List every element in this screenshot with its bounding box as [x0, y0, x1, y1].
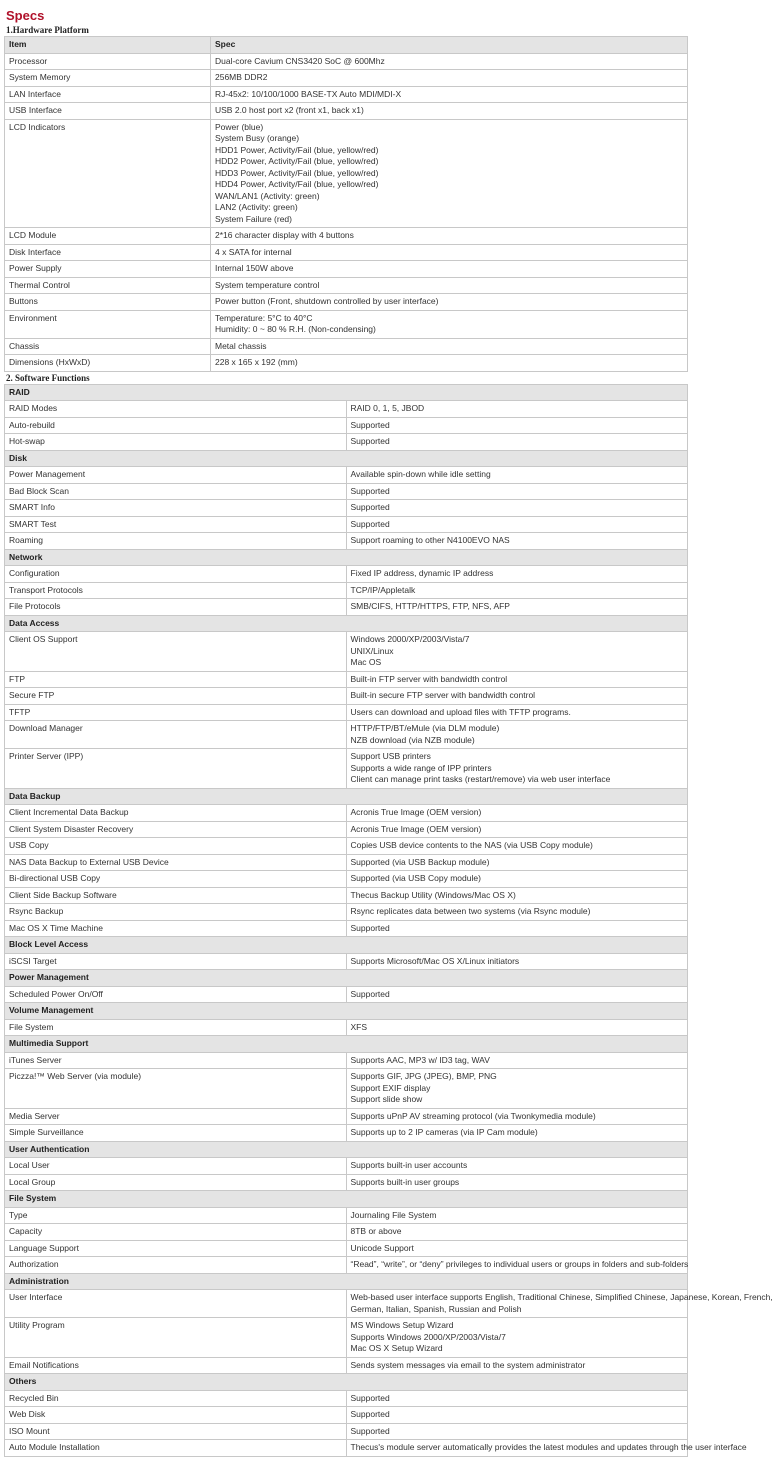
group-title: File System	[5, 1191, 688, 1208]
table-row	[5, 749, 688, 789]
software-section-title: 2. Software Functions	[6, 372, 90, 383]
spec-cell	[346, 953, 688, 970]
group-header-row	[5, 1273, 688, 1290]
item-cell: LAN Interface	[5, 86, 211, 103]
spec-line: Support EXIF display	[350, 1082, 431, 1093]
spec-line: Built-in secure FTP server with bandwidth control	[350, 690, 536, 700]
spec-cell	[211, 244, 688, 261]
item-cell: Secure FTP	[5, 688, 347, 705]
item-cell: Local Group	[5, 1174, 347, 1191]
spec-cell	[211, 228, 688, 245]
table-row	[5, 1207, 688, 1224]
table-row	[5, 671, 688, 688]
spec-cell	[346, 1174, 688, 1191]
spec-cell	[346, 632, 688, 672]
table-row	[5, 338, 688, 355]
spec-line: Supports built-in user groups	[350, 1176, 460, 1187]
group-header-row	[5, 1036, 688, 1053]
item-cell: Utility Program	[5, 1318, 347, 1358]
item-cell: Email Notifications	[5, 1357, 347, 1374]
spec-cell	[346, 1240, 688, 1257]
spec-cell	[346, 1440, 747, 1457]
table-row	[5, 1052, 688, 1069]
table-row	[5, 838, 688, 855]
item-cell: File System	[5, 1019, 347, 1036]
table-row	[5, 119, 688, 228]
spec-cell	[346, 920, 688, 937]
spec-cell	[346, 805, 688, 822]
item-cell: Type	[5, 1207, 347, 1224]
spec-line: XFS	[350, 1021, 368, 1032]
table-row	[5, 599, 688, 616]
item-cell: Disk Interface	[5, 244, 211, 261]
item-cell: RAID Modes	[5, 401, 347, 418]
table-row	[5, 1125, 688, 1142]
item-cell: Scheduled Power On/Off	[5, 986, 347, 1003]
table-row	[5, 721, 688, 749]
item-cell: File Protocols	[5, 599, 347, 616]
software-spec-table	[4, 384, 773, 1457]
table-row	[5, 417, 688, 434]
table-row	[5, 920, 688, 937]
spec-cell	[346, 483, 688, 500]
spec-line: German, Italian, Spanish, Russian and Polish	[350, 1303, 522, 1314]
item-cell: Client System Disaster Recovery	[5, 821, 347, 838]
table-row	[5, 86, 688, 103]
table-row	[5, 310, 688, 338]
spec-cell	[346, 821, 688, 838]
spec-line: HDD2 Power, Activity/Fail (blue, yellow/red)	[215, 156, 379, 166]
spec-line: 228 x 165 x 192 (mm)	[215, 357, 298, 367]
item-cell: Bad Block Scan	[5, 483, 347, 500]
table-row	[5, 1290, 688, 1318]
spec-cell	[346, 1318, 688, 1358]
item-cell: iSCSI Target	[5, 953, 347, 970]
spec-cell	[346, 749, 688, 789]
spec-cell	[346, 1224, 688, 1241]
spec-cell	[346, 434, 688, 451]
spec-cell	[211, 261, 688, 278]
spec-cell	[211, 119, 688, 228]
spec-line: Fixed IP address, dynamic IP address	[350, 568, 494, 578]
table-row	[5, 355, 688, 372]
table-row	[5, 53, 688, 70]
spec-line: 8TB or above	[350, 1226, 402, 1236]
spec-line: USB 2.0 host port x2 (front x1, back x1)	[215, 105, 364, 115]
spec-cell	[211, 355, 688, 372]
item-cell: USB Copy	[5, 838, 347, 855]
spec-cell	[346, 401, 688, 418]
table-row	[5, 1423, 688, 1440]
spec-line: Supports GIF, JPG (JPEG), BMP, PNG	[350, 1071, 497, 1081]
spec-cell	[346, 582, 688, 599]
table-row	[5, 434, 688, 451]
spec-line: Mac OS	[350, 657, 382, 667]
spec-line: Metal chassis	[215, 340, 267, 351]
group-title: Data Backup	[5, 788, 688, 805]
spec-line: Supported	[350, 502, 390, 512]
spec-line: MS Windows Setup Wizard	[350, 1320, 454, 1330]
spec-line: Supports Windows 2000/XP/2003/Vista/7	[350, 1331, 506, 1342]
spec-line: Dual-core Cavium CNS3420 SoC @ 600Mhz	[215, 55, 385, 66]
spec-line: 4 x SATA for internal	[215, 246, 292, 257]
item-cell: NAS Data Backup to External USB Device	[5, 854, 347, 871]
item-cell: System Memory	[5, 70, 211, 87]
item-cell: Bi-directional USB Copy	[5, 871, 347, 888]
spec-line: Windows 2000/XP/2003/Vista/7	[350, 634, 470, 644]
spec-line: Supports AAC, MP3 w/ ID3 tag, WAV	[350, 1054, 490, 1065]
item-cell: Web Disk	[5, 1407, 347, 1424]
table-row	[5, 953, 688, 970]
item-cell: Auto-rebuild	[5, 417, 347, 434]
spec-line: Supports uPnP AV streaming protocol (via Twonkymedia module)	[350, 1110, 596, 1121]
hardware-spec-table	[4, 36, 688, 372]
spec-line: Mac OS X Setup Wizard	[350, 1343, 443, 1353]
table-row	[5, 277, 688, 294]
item-cell: Auto Module Installation	[5, 1440, 347, 1457]
spec-line: Rsync replicates data between two systems (via Rsync module)	[350, 906, 591, 916]
spec-line: Internal 150W above	[215, 263, 294, 273]
item-cell: Printer Server (IPP)	[5, 749, 347, 789]
item-cell: iTunes Server	[5, 1052, 347, 1069]
spec-line: Built-in FTP server with bandwidth control	[350, 673, 508, 684]
item-cell: SMART Test	[5, 516, 347, 533]
spec-cell	[346, 1125, 688, 1142]
group-title: Others	[5, 1374, 688, 1391]
item-cell: Client Side Backup Software	[5, 887, 347, 904]
group-header-row	[5, 615, 688, 632]
table-row	[5, 401, 688, 418]
table-row	[5, 467, 688, 484]
table-row	[5, 533, 688, 550]
table-row	[5, 261, 688, 278]
table-row	[5, 704, 688, 721]
group-header-row	[5, 450, 688, 467]
spec-line: Thecus's module server automatically provides the latest modules and updates through the user interface	[350, 1442, 747, 1452]
spec-cell	[346, 1207, 688, 1224]
item-cell: FTP	[5, 671, 347, 688]
table-row	[5, 1108, 688, 1125]
spec-line: Humidity: 0 ~ 80 % R.H. (Non-condensing)	[215, 324, 376, 334]
spec-line: Supports a wide range of IPP printers	[350, 762, 492, 773]
spec-cell	[346, 516, 688, 533]
item-cell: Processor	[5, 53, 211, 70]
item-cell: Thermal Control	[5, 277, 211, 294]
table-row	[5, 887, 688, 904]
group-header-row	[5, 384, 688, 401]
spec-line: Acronis True Image (OEM version)	[350, 807, 482, 817]
table-row	[5, 805, 688, 822]
group-title: Power Management	[5, 970, 688, 987]
spec-line: 2*16 character display with 4 buttons	[215, 230, 354, 240]
spec-cell	[211, 338, 688, 355]
spec-line: 256MB DDR2	[215, 72, 268, 82]
item-cell: Chassis	[5, 338, 211, 355]
spec-cell	[346, 533, 688, 550]
item-cell: Configuration	[5, 566, 347, 583]
group-header-row	[5, 1191, 688, 1208]
table-row	[5, 632, 688, 672]
spec-line: Unicode Support	[350, 1242, 414, 1253]
spec-line: System Failure (red)	[215, 213, 292, 224]
table-row	[5, 294, 688, 311]
spec-cell	[346, 1257, 688, 1274]
spec-cell	[346, 871, 688, 888]
spec-cell	[346, 904, 688, 921]
spec-line: Supported	[350, 518, 390, 529]
item-cell: SMART Info	[5, 500, 347, 517]
spec-cell	[346, 671, 688, 688]
table-row	[5, 986, 688, 1003]
item-cell: Media Server	[5, 1108, 347, 1125]
spec-cell	[346, 1069, 688, 1109]
group-title: Data Access	[5, 615, 688, 632]
spec-cell	[346, 838, 688, 855]
item-cell: Dimensions (HxWxD)	[5, 355, 211, 372]
item-cell: Buttons	[5, 294, 211, 311]
spec-cell	[346, 1423, 688, 1440]
spec-line: RJ-45x2: 10/100/1000 BASE-TX Auto MDI/MDI-X	[215, 88, 402, 99]
item-cell: Power Management	[5, 467, 347, 484]
table-row	[5, 1224, 688, 1241]
table-row	[5, 1318, 688, 1358]
group-title: Block Level Access	[5, 937, 688, 954]
spec-cell	[346, 721, 688, 749]
table-row	[5, 1019, 688, 1036]
table-row	[5, 871, 688, 888]
group-header-row	[5, 1374, 688, 1391]
spec-line: Supports Microsoft/Mac OS X/Linux initiators	[350, 955, 520, 966]
table-row	[5, 821, 688, 838]
spec-line: HDD1 Power, Activity/Fail (blue, yellow/red)	[215, 144, 379, 155]
group-title: Network	[5, 549, 688, 566]
spec-cell	[346, 1052, 688, 1069]
spec-cell	[346, 566, 688, 583]
spec-line: System temperature control	[215, 279, 320, 290]
item-cell: LCD Indicators	[5, 119, 211, 228]
group-header-row	[5, 970, 688, 987]
spec-line: Client can manage print tasks (restart/remove) via web user interface	[350, 774, 611, 784]
spec-line: HDD3 Power, Activity/Fail (blue, yellow/red)	[215, 167, 379, 178]
item-cell: Client OS Support	[5, 632, 347, 672]
spec-line: Supported	[350, 1392, 390, 1403]
spec-line: LAN2 (Activity: green)	[215, 202, 298, 212]
spec-line: System Busy (orange)	[215, 133, 300, 143]
spec-line: NZB download (via NZB module)	[350, 734, 475, 745]
item-cell: Client Incremental Data Backup	[5, 805, 347, 822]
spec-cell	[211, 103, 688, 120]
item-cell: ISO Mount	[5, 1423, 347, 1440]
spec-line: SMB/CIFS, HTTP/HTTPS, FTP, NFS, AFP	[350, 601, 510, 611]
table-row	[5, 1440, 688, 1457]
group-title: Disk	[5, 450, 688, 467]
group-header-row	[5, 1141, 688, 1158]
table-row	[5, 244, 688, 261]
item-cell: Hot-swap	[5, 434, 347, 451]
group-title: Multimedia Support	[5, 1036, 688, 1053]
spec-cell	[346, 1357, 688, 1374]
spec-line: Power (blue)	[215, 121, 264, 132]
spec-line: Temperature: 5°C to 40°C	[215, 312, 313, 323]
spec-cell	[346, 1019, 688, 1036]
spec-line: HDD4 Power, Activity/Fail (blue, yellow/red)	[215, 179, 379, 189]
spec-line: Support USB printers	[350, 751, 431, 761]
item-cell: Language Support	[5, 1240, 347, 1257]
spec-cell	[346, 704, 688, 721]
spec-line: Acronis True Image (OEM version)	[350, 823, 482, 834]
table-row	[5, 1357, 688, 1374]
spec-line: WAN/LAN1 (Activity: green)	[215, 190, 320, 201]
spec-cell	[211, 294, 688, 311]
table-row	[5, 566, 688, 583]
spec-line: Web-based user interface supports English, Traditional Chinese, Simplified Chinese, Japanese, Korean, French,	[350, 1292, 773, 1302]
table-row	[5, 516, 688, 533]
spec-line: HTTP/FTP/BT/eMule (via DLM module)	[350, 723, 500, 733]
table-row	[5, 483, 688, 500]
item-cell: LCD Module	[5, 228, 211, 245]
spec-line: Supported (via USB Copy module)	[350, 873, 481, 883]
hardware-section-title: 1.Hardware Platform	[6, 25, 89, 35]
spec-cell	[346, 986, 688, 1003]
spec-cell	[346, 1158, 688, 1175]
item-cell: Environment	[5, 310, 211, 338]
spec-cell	[211, 53, 688, 70]
page-title: Specs	[6, 8, 45, 23]
item-cell: TFTP	[5, 704, 347, 721]
item-cell: Piczza!™ Web Server (via module)	[5, 1069, 347, 1109]
spec-line: RAID 0, 1, 5, JBOD	[350, 403, 425, 413]
spec-cell	[211, 86, 688, 103]
table-row	[5, 904, 688, 921]
spec-cell	[346, 1407, 688, 1424]
spec-line: Support roaming to other N4100EVO NAS	[350, 535, 510, 545]
table-row	[5, 1240, 688, 1257]
item-cell: Capacity	[5, 1224, 347, 1241]
table-row	[5, 1390, 688, 1407]
group-header-row	[5, 937, 688, 954]
spec-cell	[346, 417, 688, 434]
group-header-row	[5, 788, 688, 805]
group-title: Administration	[5, 1273, 688, 1290]
table-row	[5, 582, 688, 599]
spec-line: Supported (via USB Backup module)	[350, 856, 490, 867]
spec-line: Supports built-in user accounts	[350, 1160, 468, 1170]
table-row	[5, 1257, 688, 1274]
table-row	[5, 500, 688, 517]
spec-cell	[346, 467, 688, 484]
spec-line: Support slide show	[350, 1094, 423, 1104]
spec-line: Copies USB device contents to the NAS (via USB Copy module)	[350, 840, 593, 850]
table-row	[5, 1174, 688, 1191]
item-cell: Transport Protocols	[5, 582, 347, 599]
spec-cell	[346, 688, 688, 705]
item-cell: Recycled Bin	[5, 1390, 347, 1407]
spec-line: Supports up to 2 IP cameras (via IP Cam module)	[350, 1127, 538, 1137]
item-cell: Roaming	[5, 533, 347, 550]
spec-line: UNIX/Linux	[350, 645, 394, 656]
spec-line: Thecus Backup Utility (Windows/Mac OS X)	[350, 889, 516, 900]
spec-line: Supported	[350, 436, 390, 446]
spec-line: “Read”, “write”, or “deny” privileges to individual users or groups in folders and sub-folders	[350, 1259, 689, 1269]
group-title: RAID	[5, 384, 688, 401]
item-cell: Mac OS X Time Machine	[5, 920, 347, 937]
spec-line: Supported	[350, 922, 390, 933]
item-cell: Power Supply	[5, 261, 211, 278]
spec-line: Journaling File System	[350, 1209, 437, 1220]
table-row	[5, 854, 688, 871]
spec-cell	[346, 1390, 688, 1407]
group-header-row	[5, 1003, 688, 1020]
spec-cell	[211, 70, 688, 87]
group-header-row	[5, 549, 688, 566]
spec-cell	[211, 277, 688, 294]
group-title: Volume Management	[5, 1003, 688, 1020]
spec-cell	[346, 1290, 773, 1318]
spec-cell	[346, 1108, 688, 1125]
item-cell: Local User	[5, 1158, 347, 1175]
spec-cell	[346, 500, 688, 517]
spec-line: Users can download and upload files with TFTP programs.	[350, 706, 571, 717]
spec-line: TCP/IP/Appletalk	[350, 584, 416, 595]
item-cell: Rsync Backup	[5, 904, 347, 921]
spec-cell	[346, 599, 688, 616]
table-row	[5, 228, 688, 245]
spec-line: Supported	[350, 1425, 390, 1436]
item-cell: Download Manager	[5, 721, 347, 749]
spec-cell	[346, 854, 688, 871]
table-row	[5, 70, 688, 87]
table-row	[5, 1407, 688, 1424]
spec-line: Supported	[350, 1409, 390, 1419]
item-cell: User Interface	[5, 1290, 347, 1318]
spec-line: Power button (Front, shutdown controlled by user interface)	[215, 296, 439, 306]
header-spec: Spec	[211, 37, 688, 54]
spec-line: Supported	[350, 485, 390, 496]
group-title: User Authentication	[5, 1141, 688, 1158]
header-item: Item	[5, 37, 211, 54]
table-row	[5, 103, 688, 120]
spec-line: Available spin-down while idle setting	[350, 469, 491, 479]
spec-line: Supported	[350, 988, 390, 999]
spec-cell	[211, 310, 688, 338]
item-cell: USB Interface	[5, 103, 211, 120]
spec-line: Sends system messages via email to the system administrator	[350, 1359, 586, 1370]
spec-cell	[346, 887, 688, 904]
item-cell: Simple Surveillance	[5, 1125, 347, 1142]
item-cell: Authorization	[5, 1257, 347, 1274]
table-row	[5, 688, 688, 705]
spec-line: Supported	[350, 419, 390, 430]
table-row	[5, 1158, 688, 1175]
table-header-row	[5, 37, 688, 54]
table-row	[5, 1069, 688, 1109]
